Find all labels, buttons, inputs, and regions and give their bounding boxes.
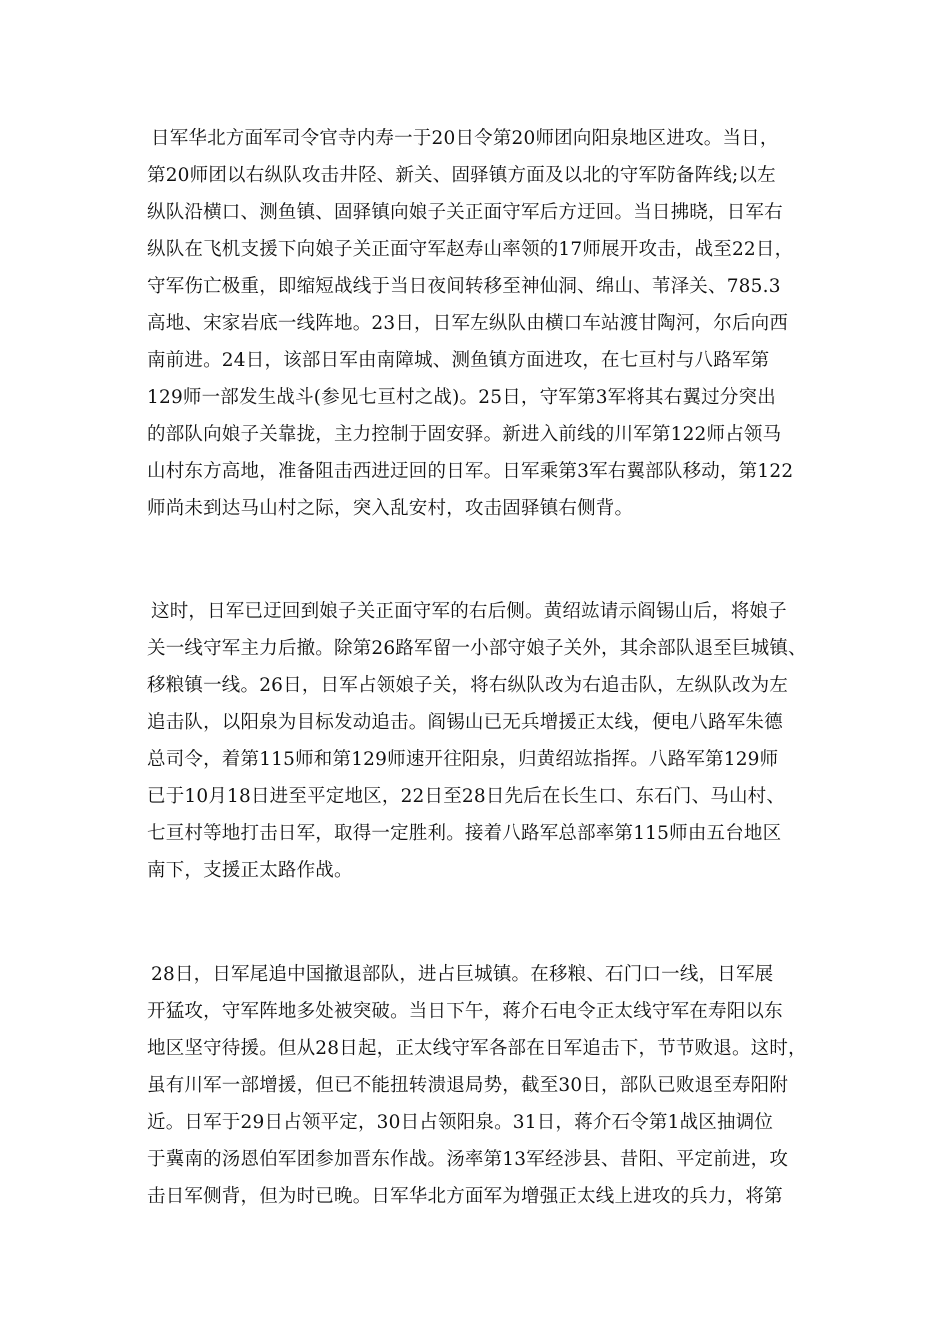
text-line: 纵队沿横口、测鱼镇、固驿镇向娘子关正面守军后方迂回。当日拂晓，日军右 bbox=[147, 202, 783, 223]
text-line: 28日，日军尾追中国撤退部队，进占巨城镇。在移粮、石门口一线，日军展 bbox=[151, 964, 774, 985]
text-line: 师尚未到达马山村之际，突入乱安村，攻击固驿镇右侧背。 bbox=[147, 498, 634, 519]
text-line: 七亘村等地打击日军，取得一定胜利。接着八路军总部率第115师由五台地区 bbox=[147, 823, 782, 844]
text-line: 击日军侧背，但为时已晚。日军华北方面军为增强正太线上进攻的兵力，将第 bbox=[147, 1186, 783, 1207]
text-line: 近。日军于29日占领平定，30日占领阳泉。31日，蒋介石令第1战区抽调位 bbox=[147, 1112, 774, 1133]
text-line: 守军伤亡极重，即缩短战线于当日夜间转移至神仙洞、绵山、苇泽关、785.3 bbox=[147, 276, 781, 297]
text-line: 总司令，着第115师和第129师速开往阳泉，归黄绍竑指挥。八路军第129师 bbox=[147, 749, 779, 770]
text-line: 南前进。24日，该部日军由南障城、测鱼镇方面进攻，在七亘村与八路军第 bbox=[147, 350, 770, 371]
text-line: 移粮镇一线。26日，日军占领娘子关，将右纵队改为右追击队，左纵队改为左 bbox=[147, 675, 789, 696]
text-line: 这时，日军已迂回到娘子关正面守军的右后侧。黄绍竑请示阎锡山后，将娘子 bbox=[151, 601, 787, 622]
text-line: 129师一部发生战斗(参见七亘村之战)。25日，守军第3军将其右翼过分突出 bbox=[147, 387, 776, 408]
text-line: 开猛攻，守军阵地多处被突破。当日下午，蒋介石电令正太线守军在寿阳以东 bbox=[147, 1001, 783, 1022]
text-line: 追击队，以阳泉为目标发动追击。阎锡山已无兵增援正太线，便电八路军朱德 bbox=[147, 712, 783, 733]
text-line: 第20师团以右纵队攻击井陉、新关、固驿镇方面及以北的守军防备阵线;以左 bbox=[147, 165, 776, 186]
text-line: 于冀南的汤恩伯军团参加晋东作战。汤率第13军经涉县、昔阳、平定前进，攻 bbox=[147, 1149, 789, 1170]
text-line: 的部队向娘子关靠拢，主力控制于固安驿。新进入前线的川军第122师占领马 bbox=[147, 424, 782, 445]
text-line: 关一线守军主力后撤。除第26路军留一小部守娘子关外，其余部队退至巨城镇、 bbox=[147, 638, 807, 659]
text-line: 南下，支援正太路作战。 bbox=[147, 860, 353, 881]
text-line: 山村东方高地，准备阻击西进迂回的日军。日军乘第3军右翼部队移动，第122 bbox=[147, 461, 794, 482]
text-line: 高地、宋家岩底一线阵地。23日，日军左纵队由横口车站渡甘陶河，尔后向西 bbox=[147, 313, 789, 334]
text-line: 虽有川军一部增援，但已不能扭转溃退局势，截至30日，部队已败退至寿阳附 bbox=[147, 1075, 789, 1096]
text-line: 日军华北方面军司令官寺内寿一于20日令第20师团向阳泉地区进攻。当日， bbox=[151, 128, 779, 149]
text-line: 地区坚守待援。但从28日起，正太线守军各部在日军追击下，节节败退。这时， bbox=[147, 1038, 807, 1059]
text-line: 纵队在飞机支援下向娘子关正面守军赵寿山率领的17师展开攻击，战至22日， bbox=[147, 239, 794, 260]
text-line: 已于10月18日进至平定地区，22日至28日先后在长生口、东石门、马山村、 bbox=[147, 786, 786, 807]
